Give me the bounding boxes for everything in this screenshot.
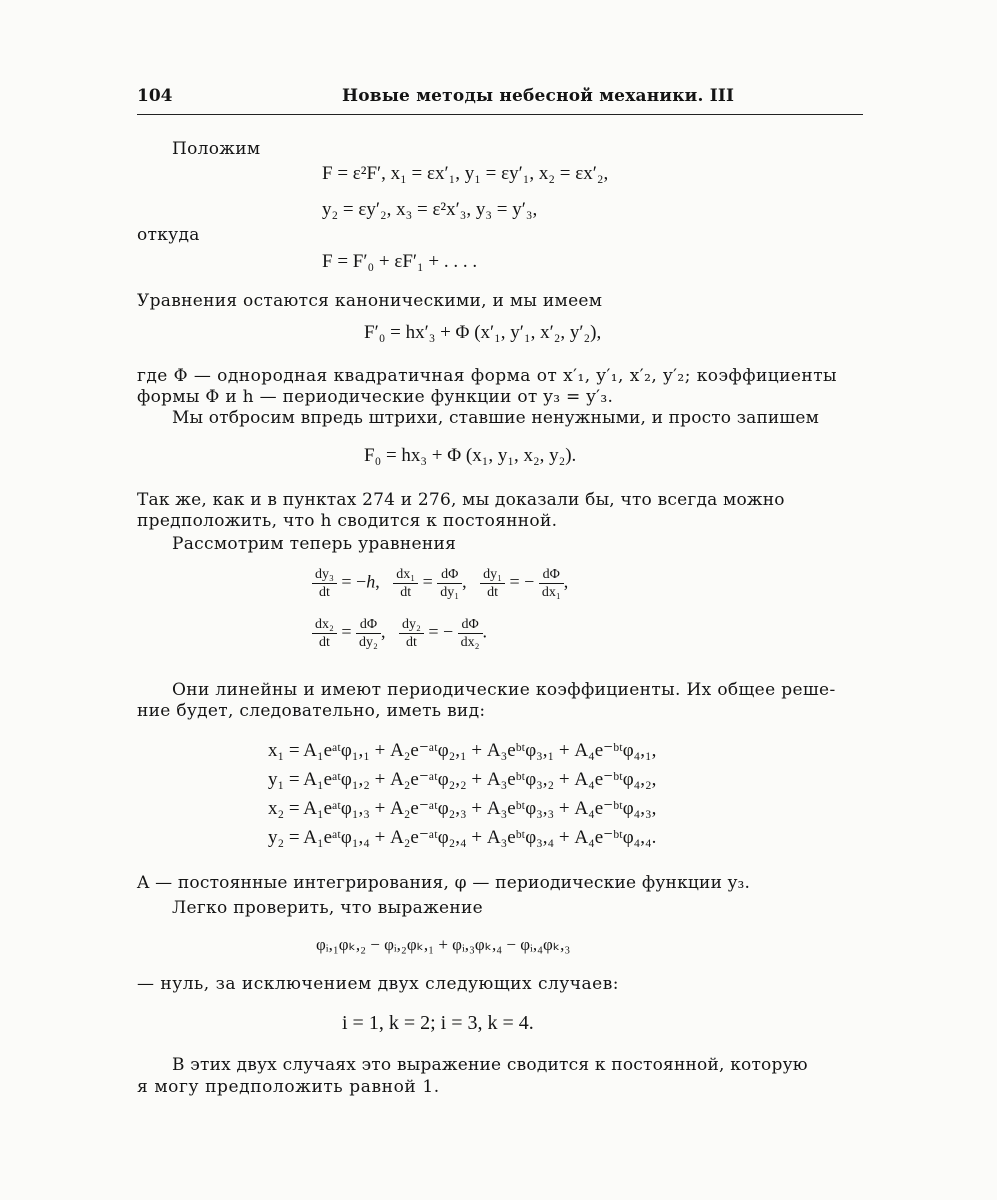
equation-f0-prime: F′₀ = hx′₃ + Φ (x′₁, y′₁, x′₂, y′₂), <box>364 322 602 343</box>
equation-substitution-1: F = ε²F′, x₁ = εx′₁, y₁ = εy′₁, x₂ = εx′₂, <box>322 163 609 184</box>
fraction: $\frac{\text{dy₂}}{dt}$ <box>399 616 424 651</box>
solution-y2: y₂ = A₁eᵃᵗφ₁,₄ + A₂e⁻ᵃᵗφ₂,₄ + A₃eᵇᵗφ₃,₄ + A₄e⁻ᵇᵗφ₄,₄. <box>268 827 657 848</box>
equation-phi-expression: φᵢ,₁φₖ,₂ − φᵢ,₂φₖ,₁ + φᵢ,₃φₖ,₄ − φᵢ,₄φₖ,₃ <box>316 935 571 954</box>
solution-y1: y₁ = A₁eᵃᵗφ₁,₂ + A₂e⁻ᵃᵗφ₂,₂ + A₃eᵇᵗφ₃,₂ + A₄e⁻ᵇᵗφ₄,₂, <box>268 769 657 790</box>
paragraph-canonical: Уравнения остаются каноническими, и мы имеем <box>137 291 603 311</box>
equations-of-motion-row1: $\frac{\text{dy₃}}{dt}$ = −h, $\frac{\text{dx₁}}{dt}$ = $\frac{d\Phi}{\text{dy₁}}$ , $\frac{\text{dy₁}}{dt}$ = − $\frac{d\Phi}{\text{dx₁}}$ , <box>312 566 568 601</box>
paragraph-points-line2: предположить, что h сводится к постоянной. <box>137 511 558 531</box>
solution-x1: x₁ = A₁eᵃᵗφ₁,₁ + A₂e⁻ᵃᵗφ₂,₁ + A₃eᵇᵗφ₃,₁ + A₄e⁻ᵇᵗφ₄,₁, <box>268 740 657 761</box>
paragraph-zero-except: — нуль, за исключением двух следующих случаев: <box>137 974 619 994</box>
running-title: Новые методы небесной механики. III <box>342 86 735 106</box>
text-otkuda: откуда <box>137 225 200 245</box>
fraction: $\frac{d\Phi}{\text{dx₁}}$ <box>539 566 564 601</box>
equation-f0: F₀ = hx₃ + Φ (x₁, y₁, x₂, y₂). <box>364 445 577 466</box>
equation-f-expansion: F = F′₀ + εF′₁ + . . . . <box>322 251 478 272</box>
fraction: $\frac{\text{dx₁}}{dt}$ <box>393 566 418 601</box>
equation-substitution-2: y₂ = εy′₂, x₃ = ε²x′₃, y₃ = y′₃, <box>322 199 538 220</box>
paragraph-phi-line2: формы Φ и h — периодические функции от y₃ = y′₃. <box>137 387 614 407</box>
fraction: $\frac{d\Phi}{\text{dx₂}}$ <box>458 616 483 651</box>
paragraph-final-line2: я могу предположить равной 1. <box>137 1077 440 1097</box>
paragraph-drop-primes: Мы отбросим впредь штрихи, ставшие ненужными, и просто запишем <box>172 408 819 428</box>
paragraph-consider: Рассмотрим теперь уравнения <box>172 534 457 554</box>
fraction: $\frac{d\Phi}{\text{dy₁}}$ <box>437 566 462 601</box>
paragraph-phi-line1: где Φ — однородная квадратичная форма от x′₁, y′₁, x′₂, y′₂; коэффициенты <box>137 366 838 386</box>
paragraph-points-line1: Так же, как и в пунктах 274 и 276, мы доказали бы, что всегда можно <box>137 490 785 510</box>
equation-cases: i = 1, k = 2; i = 3, k = 4. <box>342 1012 534 1034</box>
page-number: 104 <box>137 86 173 106</box>
paragraph-constants: A — постоянные интегрирования, φ — периодические функции y₃. <box>137 873 751 893</box>
header-rule <box>137 114 863 115</box>
fraction: $\frac{d\Phi}{\text{dy₂}}$ <box>356 616 381 651</box>
paragraph-linear-line1: Они линейны и имеют периодические коэффициенты. Их общее реше- <box>172 680 836 700</box>
fraction: $\frac{\text{dy₃}}{dt}$ <box>312 566 337 601</box>
fraction: $\frac{\text{dx₂}}{dt}$ <box>312 616 337 651</box>
text-polozhim: Положим <box>172 139 261 159</box>
running-header <box>137 86 863 110</box>
solution-x2: x₂ = A₁eᵃᵗφ₁,₃ + A₂e⁻ᵃᵗφ₂,₃ + A₃eᵇᵗφ₃,₃ + A₄e⁻ᵇᵗφ₄,₃, <box>268 798 657 819</box>
equations-of-motion-row2: $\frac{\text{dx₂}}{dt}$ = $\frac{d\Phi}{\text{dy₂}}$ , $\frac{\text{dy₂}}{dt}$ = − $\frac{d\Phi}{\text{dx₂}}$ . <box>312 616 487 651</box>
fraction: $\frac{\text{dy₁}}{dt}$ <box>480 566 505 601</box>
paragraph-linear-line2: ние будет, следовательно, иметь вид: <box>137 701 486 721</box>
paragraph-final-line1: В этих двух случаях это выражение сводится к постоянной, которую <box>172 1055 808 1075</box>
paragraph-easy-check: Легко проверить, что выражение <box>172 898 483 918</box>
